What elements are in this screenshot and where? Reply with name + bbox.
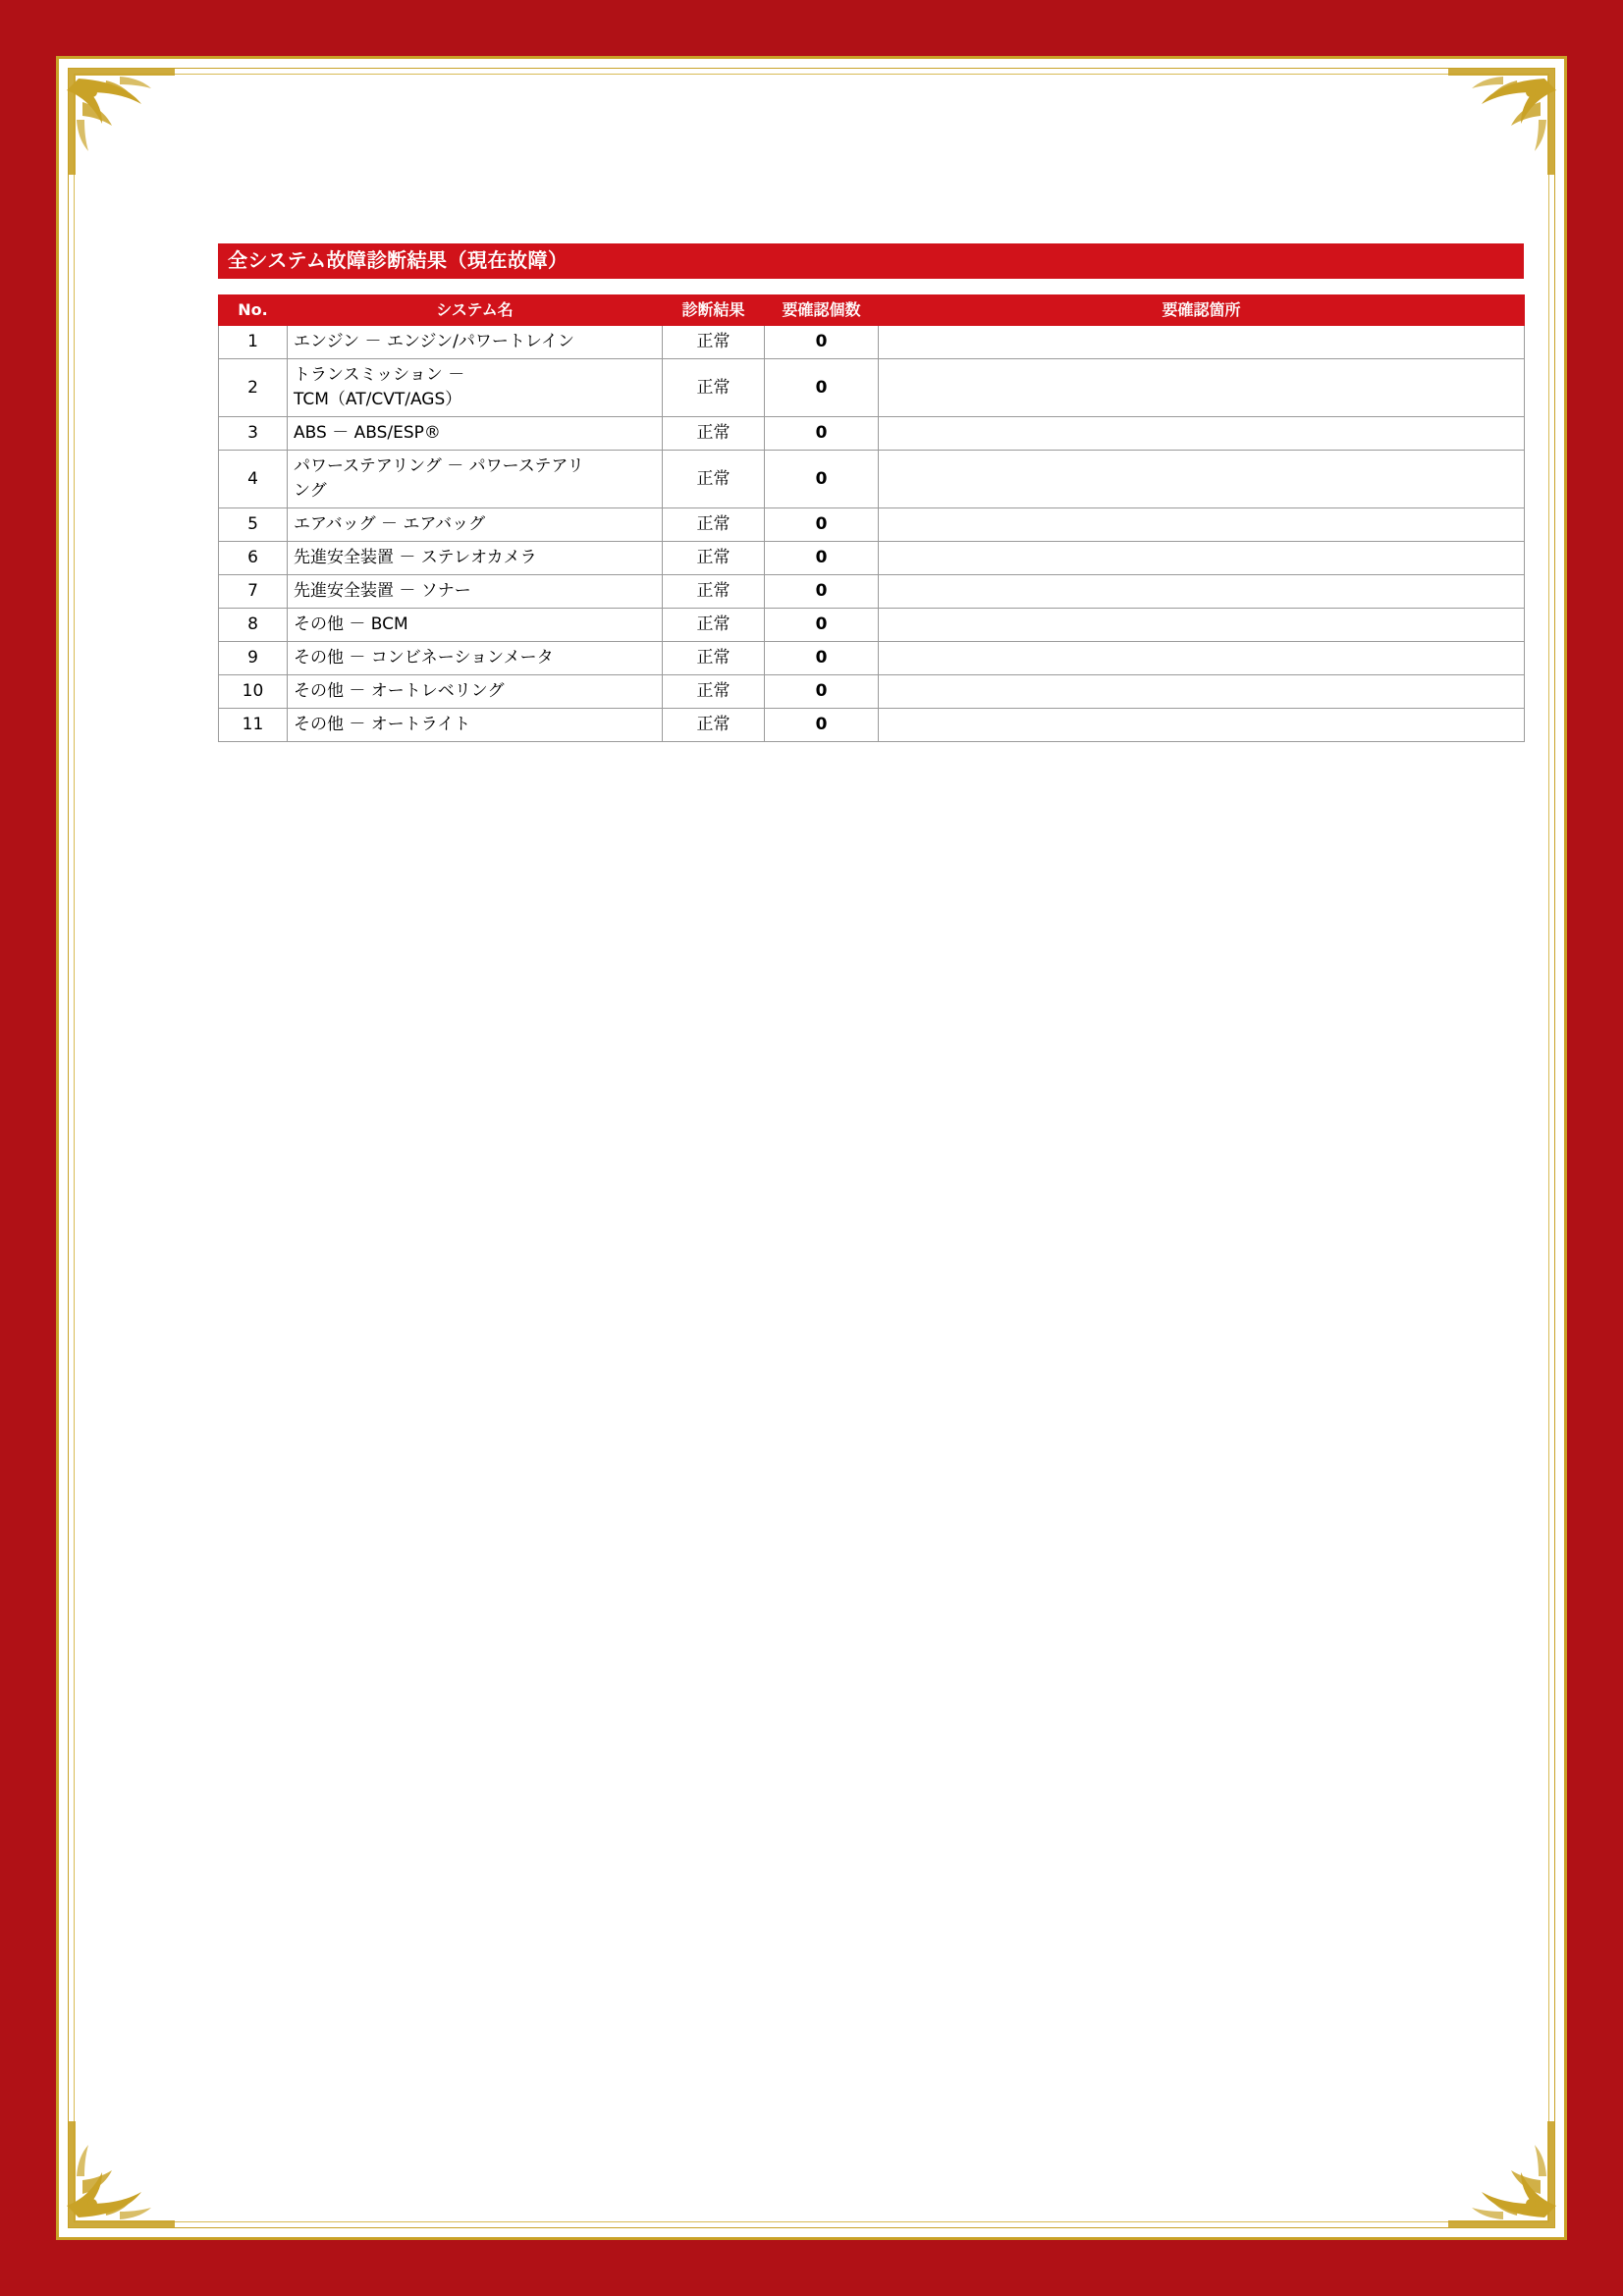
cell-system-name <box>288 675 663 709</box>
system-name-line: その他 － コンビネーションメータ <box>294 648 554 667</box>
cell-check-place <box>879 675 1525 709</box>
cell-check-place <box>879 326 1525 359</box>
cell-no: 7 <box>219 575 288 609</box>
cell-system-name <box>288 709 663 742</box>
cell-system-name <box>288 575 663 609</box>
table-row <box>219 609 1525 642</box>
cell-no: 4 <box>219 451 288 508</box>
cell-check-place <box>879 451 1525 508</box>
cell-check-count: 0 <box>765 542 879 575</box>
cell-check-place <box>879 609 1525 642</box>
table-row <box>219 642 1525 675</box>
table-row <box>219 326 1525 359</box>
report-content <box>218 243 1524 742</box>
cell-diagnosis-result: 正常 <box>663 542 765 575</box>
column-header-place: 要確認箇所 <box>879 295 1525 326</box>
cell-system-name <box>288 417 663 451</box>
cell-system-name <box>288 508 663 542</box>
cell-no: 10 <box>219 675 288 709</box>
table-row <box>219 575 1525 609</box>
cell-diagnosis-result: 正常 <box>663 359 765 417</box>
cell-no: 3 <box>219 417 288 451</box>
column-header-result: 診断結果 <box>663 295 765 326</box>
cell-diagnosis-result: 正常 <box>663 451 765 508</box>
cell-check-place <box>879 359 1525 417</box>
cell-system-name <box>288 642 663 675</box>
column-header-count: 要確認個数 <box>765 295 879 326</box>
system-name-line: エアバッグ － エアバッグ <box>294 514 486 534</box>
system-name-line: 先進安全装置 － ステレオカメラ <box>294 548 537 567</box>
cell-check-count: 0 <box>765 642 879 675</box>
corner-ornament-icon <box>63 63 181 181</box>
cell-system-name <box>288 542 663 575</box>
cell-check-count: 0 <box>765 417 879 451</box>
cell-no: 11 <box>219 709 288 742</box>
cell-check-count: 0 <box>765 575 879 609</box>
cell-check-place <box>879 542 1525 575</box>
cell-check-place <box>879 642 1525 675</box>
cell-check-place <box>879 417 1525 451</box>
system-name-line: ング <box>294 481 327 501</box>
cell-check-count: 0 <box>765 451 879 508</box>
cell-diagnosis-result: 正常 <box>663 417 765 451</box>
cell-check-count: 0 <box>765 675 879 709</box>
table-row <box>219 709 1525 742</box>
cell-system-name <box>288 326 663 359</box>
diagnostic-results-table <box>218 294 1525 742</box>
section-title: 全システム故障診断結果（現在故障） <box>218 243 1524 279</box>
cell-no: 8 <box>219 609 288 642</box>
system-name-line: ABS － ABS/ESP® <box>294 423 441 443</box>
table-row <box>219 451 1525 508</box>
system-name-line: エンジン － エンジン/パワートレイン <box>294 332 574 351</box>
cell-diagnosis-result: 正常 <box>663 675 765 709</box>
cell-check-count: 0 <box>765 359 879 417</box>
table-header-row <box>219 295 1525 326</box>
cell-system-name <box>288 359 663 417</box>
cell-diagnosis-result: 正常 <box>663 575 765 609</box>
system-name-line: 先進安全装置 － ソナー <box>294 581 471 601</box>
corner-ornament-icon <box>63 2115 181 2233</box>
system-name-line: その他 － オートレベリング <box>294 681 505 701</box>
cell-check-place <box>879 709 1525 742</box>
cell-check-place <box>879 508 1525 542</box>
cell-check-count: 0 <box>765 326 879 359</box>
table-row <box>219 417 1525 451</box>
column-header-no: No. <box>219 295 288 326</box>
table-body <box>219 326 1525 742</box>
cell-no: 6 <box>219 542 288 575</box>
cell-no: 5 <box>219 508 288 542</box>
table-row <box>219 542 1525 575</box>
corner-ornament-icon <box>1442 2115 1560 2233</box>
column-header-system: システム名 <box>288 295 663 326</box>
table-row <box>219 359 1525 417</box>
cell-diagnosis-result: 正常 <box>663 326 765 359</box>
cell-diagnosis-result: 正常 <box>663 642 765 675</box>
table-row <box>219 675 1525 709</box>
system-name-line: TCM（AT/CVT/AGS） <box>294 390 462 409</box>
cell-check-count: 0 <box>765 508 879 542</box>
system-name-line: トランスミッション － <box>294 365 465 385</box>
system-name-line: その他 － オートライト <box>294 715 471 734</box>
cell-no: 1 <box>219 326 288 359</box>
corner-ornament-icon <box>1442 63 1560 181</box>
cell-check-place <box>879 575 1525 609</box>
system-name-line: その他 － BCM <box>294 614 408 634</box>
cell-system-name <box>288 451 663 508</box>
table-row <box>219 508 1525 542</box>
cell-no: 2 <box>219 359 288 417</box>
cell-system-name <box>288 609 663 642</box>
system-name-line: パワーステアリング － パワーステアリ <box>294 456 584 476</box>
cell-diagnosis-result: 正常 <box>663 709 765 742</box>
decorative-frame <box>56 56 1567 2240</box>
cell-check-count: 0 <box>765 709 879 742</box>
cell-no: 9 <box>219 642 288 675</box>
cell-diagnosis-result: 正常 <box>663 609 765 642</box>
cell-diagnosis-result: 正常 <box>663 508 765 542</box>
cell-check-count: 0 <box>765 609 879 642</box>
